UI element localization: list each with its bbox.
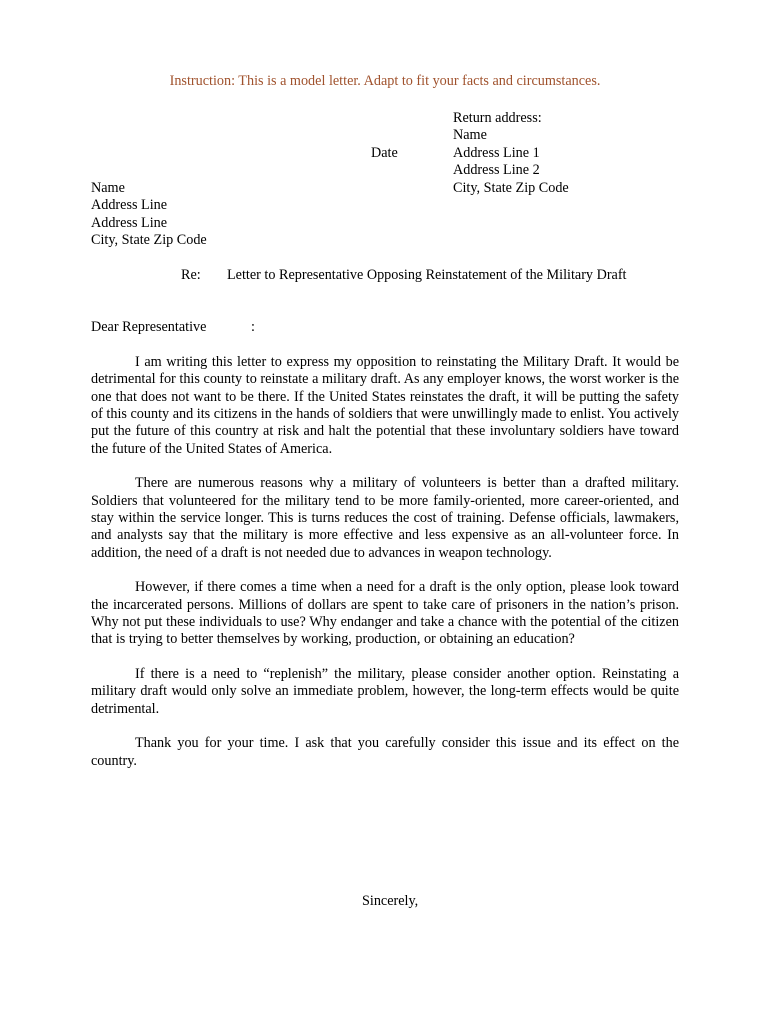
instruction-note: Instruction: This is a model letter. Adapt to fit your facts and circumstances. <box>169 73 601 89</box>
salutation-text: Dear Representative <box>91 319 207 335</box>
salutation-colon: : <box>251 319 255 335</box>
recipient-address-line: Address Line <box>91 214 168 231</box>
re-subject: Letter to Representative Opposing Reinstatement of the Military Draft <box>227 267 627 283</box>
letter-date: Date <box>371 145 398 161</box>
body-paragraph: There are numerous reasons why a military of volunteers is better than a drafted military. Soldiers that volunteered for the military tend to be more family-oriented, more career-oriented, and stay within the service longer. This is turns reduces the cost of training. Defense officials, lawmakers, and analysts say that the military is more effective and less expensive as an all-volunteer force. In addition, the need of a draft is not needed due to advances in weapon technology. <box>91 475 679 561</box>
recipient-address-line: Name <box>91 180 125 196</box>
body-paragraph: However, if there comes a time when a need for a draft is the only option, please look toward the incarcerated persons. Millions of dollars are spent to take care of prisoners in the nation’s prison. Why not put these individuals to use? Why endanger and take a chance with the potential of the citizen that is trying to better themselves by working, production, or obtaining an education? <box>91 579 679 648</box>
return-address-line: Address Line 1 <box>453 144 540 161</box>
body-paragraph: If there is a need to “replenish” the military, please consider another option. Reinstating a military draft would only solve an immediate problem, however, the long-term effects would be quite detrimental. <box>91 666 679 717</box>
re-label: Re: <box>181 267 201 283</box>
closing-sincerely: Sincerely, <box>362 893 419 909</box>
return-address-line: City, State Zip Code <box>453 179 569 196</box>
return-address-line: Name <box>453 127 487 144</box>
letter-body <box>91 354 679 787</box>
recipient-address-line: City, State Zip Code <box>91 232 207 249</box>
body-paragraph: Thank you for your time. I ask that you carefully consider this issue and its effect on the country. <box>91 735 679 769</box>
return-address-line: Address Line 2 <box>453 162 540 179</box>
return-address-label: Return address: <box>453 110 542 126</box>
salutation <box>91 319 255 336</box>
body-paragraph: I am writing this letter to express my opposition to reinstating the Military Draft. It would be detrimental for this county to reinstate a military draft. As any employer knows, the worst worker is the one that does not want to be there. If the United States reinstates the draft, it will be putting the safety of this county and its citizens in the hands of soldiers that were unwillingly made to enlist. You actively put the future of this country at risk and halt the potential that these involuntary soldiers have toward the future of the United States of America. <box>91 354 679 457</box>
return-address-block <box>453 110 569 197</box>
recipient-address-block <box>91 180 207 250</box>
recipient-address-line: Address Line <box>91 197 168 214</box>
